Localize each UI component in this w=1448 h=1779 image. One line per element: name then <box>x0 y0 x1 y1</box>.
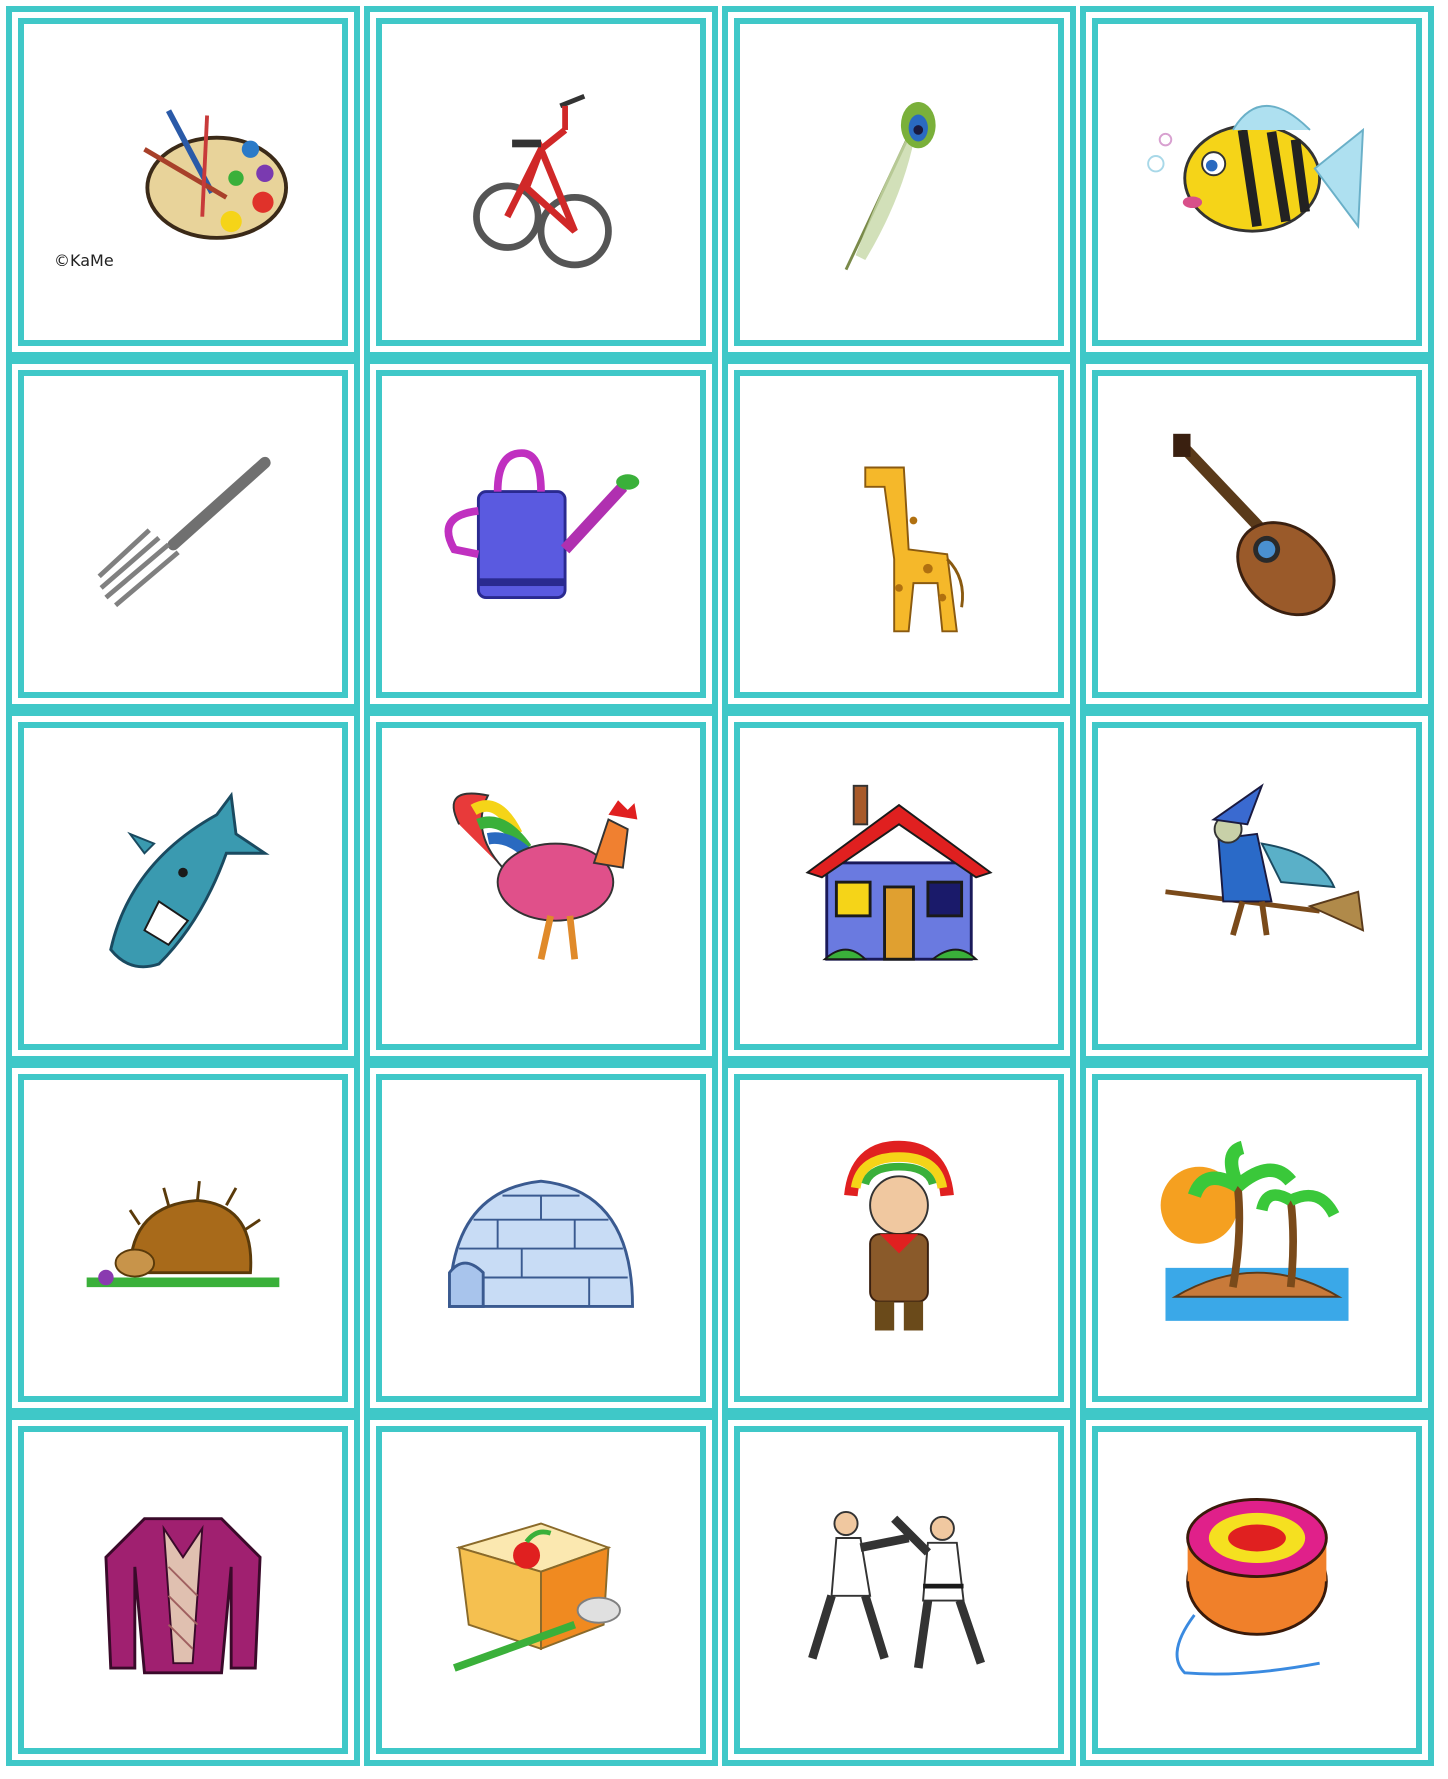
yogurt-icon <box>382 1432 700 1748</box>
watering-can-icon <box>382 376 700 692</box>
card-shark[interactable] <box>6 710 360 1062</box>
shark-icon <box>24 728 342 1044</box>
card-bicycle[interactable] <box>364 6 718 358</box>
fish-icon <box>1098 24 1416 340</box>
card-guitar[interactable] <box>1080 358 1434 710</box>
card-jacket[interactable] <box>6 1414 360 1766</box>
palette-icon <box>24 24 342 340</box>
card-native-child[interactable] <box>722 1062 1076 1414</box>
rooster-icon <box>382 728 700 1044</box>
fork-icon <box>24 376 342 692</box>
jacket-icon <box>24 1432 342 1748</box>
card-fish[interactable] <box>1080 6 1434 358</box>
card-palette[interactable] <box>6 6 360 358</box>
guitar-icon <box>1098 376 1416 692</box>
card-witch[interactable] <box>1080 710 1434 1062</box>
card-fork[interactable] <box>6 358 360 710</box>
card-watering-can[interactable] <box>364 358 718 710</box>
card-feather[interactable] <box>722 6 1076 358</box>
card-hedgehog[interactable] <box>6 1062 360 1414</box>
native-child-icon <box>740 1080 1058 1396</box>
card-yoyo[interactable] <box>1080 1414 1434 1766</box>
card-rooster[interactable] <box>364 710 718 1062</box>
yoyo-icon <box>1098 1432 1416 1748</box>
bicycle-icon <box>382 24 700 340</box>
house-icon <box>740 728 1058 1044</box>
card-house[interactable] <box>722 710 1076 1062</box>
island-icon <box>1098 1080 1416 1396</box>
card-igloo[interactable] <box>364 1062 718 1414</box>
feather-icon <box>740 24 1058 340</box>
karate-icon <box>740 1432 1058 1748</box>
igloo-icon <box>382 1080 700 1396</box>
witch-icon <box>1098 728 1416 1044</box>
card-island[interactable] <box>1080 1062 1434 1414</box>
giraffe-icon <box>740 376 1058 692</box>
card-giraffe[interactable] <box>722 358 1076 710</box>
copyright-credit: ©KaMe <box>54 251 114 270</box>
card-karate[interactable] <box>722 1414 1076 1766</box>
hedgehog-icon <box>24 1080 342 1396</box>
card-yogurt[interactable] <box>364 1414 718 1766</box>
